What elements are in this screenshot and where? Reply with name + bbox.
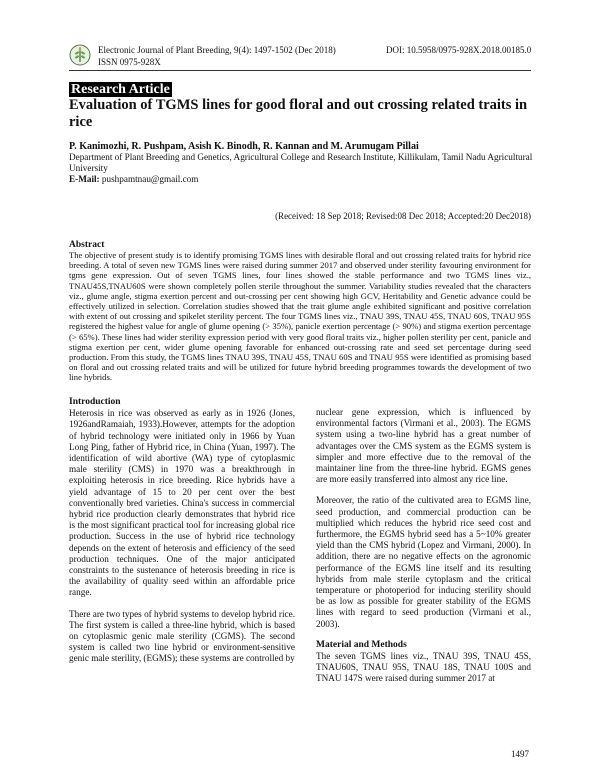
- journal-citation: Electronic Journal of Plant Breeding, 9(4): 1497-1502 (Dec 2018): [98, 45, 336, 55]
- paper-title: Evaluation of TGMS lines for good floral and out crossing related traits in rice: [69, 97, 528, 130]
- left-column: [69, 397, 295, 675]
- article-type-badge: Research Article: [71, 82, 170, 97]
- right-column: [316, 407, 531, 695]
- contact-email: [69, 174, 198, 185]
- header-divider: [69, 70, 531, 71]
- page-number: 1497: [511, 749, 529, 759]
- intro-paragraph: There are two types of hybrid systems to develop hybrid rice. The first system is called a three-line hybrid, which is based on cytoplasmic genic male sterility (CGMS). The second system is called two line hybrid or environment-sensitive genic male sterility, (EGMS); these systems are controlled by: [69, 608, 295, 664]
- email-address[interactable]: pushpamtnau@gmail.com: [101, 174, 199, 184]
- abstract-heading: Abstract: [69, 240, 105, 250]
- journal-logo-icon: [69, 44, 91, 66]
- affiliation: Department of Plant Breeding and Genetics, Agricultural College and Research Institute, Killikulam, Tamil Nadu Agricultural University: [69, 152, 533, 173]
- abstract-text: The objective of present study is to identify promising TGMS lines with desirable floral and out crossing related traits for hybrid rice breeding. A total of seven new TGMS lines were raised during summer 2017 and observed under sterility favouring environment for tgms gene expression. Out of seven TGMS lines, four lines showed the stable performance and two TGMS lines viz., TNAU45S,TNAU60S were shown completely pollen sterile throughout the summer. Variability studies revealed that the characters viz., glume angle, stigma exertion percent and out-crossing per cent showing high GCV, Heritability and Genetic advance could be effectively utilized in selection. Correlation studies showed that the trait glume angle exhibited significant and positive correlation with extent of out crossing and spikelet sterility percent. The four TGMS lines viz., TNAU 39S, TNAU 45S, TNAU 60S, TNAU 95S registered the highest value for angle of glume opening (> 35%), panicle exertion percentage (> 90%) and stigma exertion percentage (> 65%). These lines had wider sterility expression period with very good floral traits viz., higher pollen sterility per cent, panicle and stigma exertion per cent, wider glume opening favorable for enhanced out-crossing rate and seed set percentage during seed production. From this study, the TGMS lines TNAU 39S, TNAU 45S, TNAU 60S and TNAU 95S were identified as promising based on floral and out crossing related traits and will be utilized for future hybrid breeding programmes towards the development of two line hybrids.: [69, 250, 531, 383]
- article-doi: DOI: 10.5958/0975-928X.2018.00185.0: [386, 45, 532, 55]
- methods-paragraph: The seven TGMS lines viz., TNAU 39S, TNAU 45S, TNAU60S, TNAU 95S, TNAU 18S, TNAU 100S and TNAU 147S were raised during summer 2017 at: [316, 651, 531, 684]
- author-list: P. Kanimozhi, R. Pushpam, Asish K. Binodh, R. Kannan and M. Arumugam Pillai: [69, 141, 419, 152]
- intro-paragraph: nuclear gene expression, which is influenced by environmental factors (Virmani et al., 2003). The EGMS system using a two-line hybrid has a great number of advantages over the CMS system as the EGMS system is simpler and more effective due to the removal of the maintainer line from the three-line hybrid. EGMS genes are more easily transferred into almost any rice line.: [316, 407, 531, 485]
- intro-paragraph: Moreover, the ratio of the cultivated area to EGMS line, seed production, and commercial production can be multiplied which reduces the hybrid rice seed cost and furthermore, the EGMS hybrid seed has a 5~10% greater yield than the CMS hybrid (Lopez and Virmani, 2000). In addition, there are no negative effects on the agronomic performance of the EGMS line itself and its resulting hybrids from male sterile cytoplasm and the critical temperature or photoperiod for inducing sterility should be as low as possible for greater stability of the EGMS lines with regard to seed production (Virmani et al., 2003).: [316, 495, 531, 629]
- email-label: E-Mail:: [69, 174, 100, 184]
- intro-paragraph: Heterosis in rice was observed as early as in 1926 (Jones, 1926andRamaiah, 1933).However, attempts for the adoption of hybrid technology were initiated only in 1966 by Yuan Long Ping, father of Hybrid rice, in China (Yuan, 1997). The identification of wild abortive (WA) type of cytoplasmic male sterility (CMS) in 1970 was a breakthrough in exploiting heterosis in rice breeding. Rice hybrids have a yield advantage of 15 to 20 per cent over the best conventionally bred varieties. China's success in commercial hybrid rice production clearly demonstrates that hybrid rice is the most significant practical tool for increasing global rice production. Success in the use of hybrid rice technology depends on the extent of heterosis and efficiency of the seed production techniques. One of the major anticipated constraints to the sustenance of heterosis breeding in rice is the availability of quality seed within an affordable price range.: [69, 408, 295, 598]
- methods-heading: Material and Methods: [316, 639, 407, 650]
- introduction-heading: Introduction: [69, 397, 121, 407]
- received-dates: (Received: 18 Sep 2018; Revised:08 Dec 2018; Accepted:20 Dec2018): [275, 211, 531, 221]
- journal-issn: ISSN 0975-928X: [98, 57, 161, 67]
